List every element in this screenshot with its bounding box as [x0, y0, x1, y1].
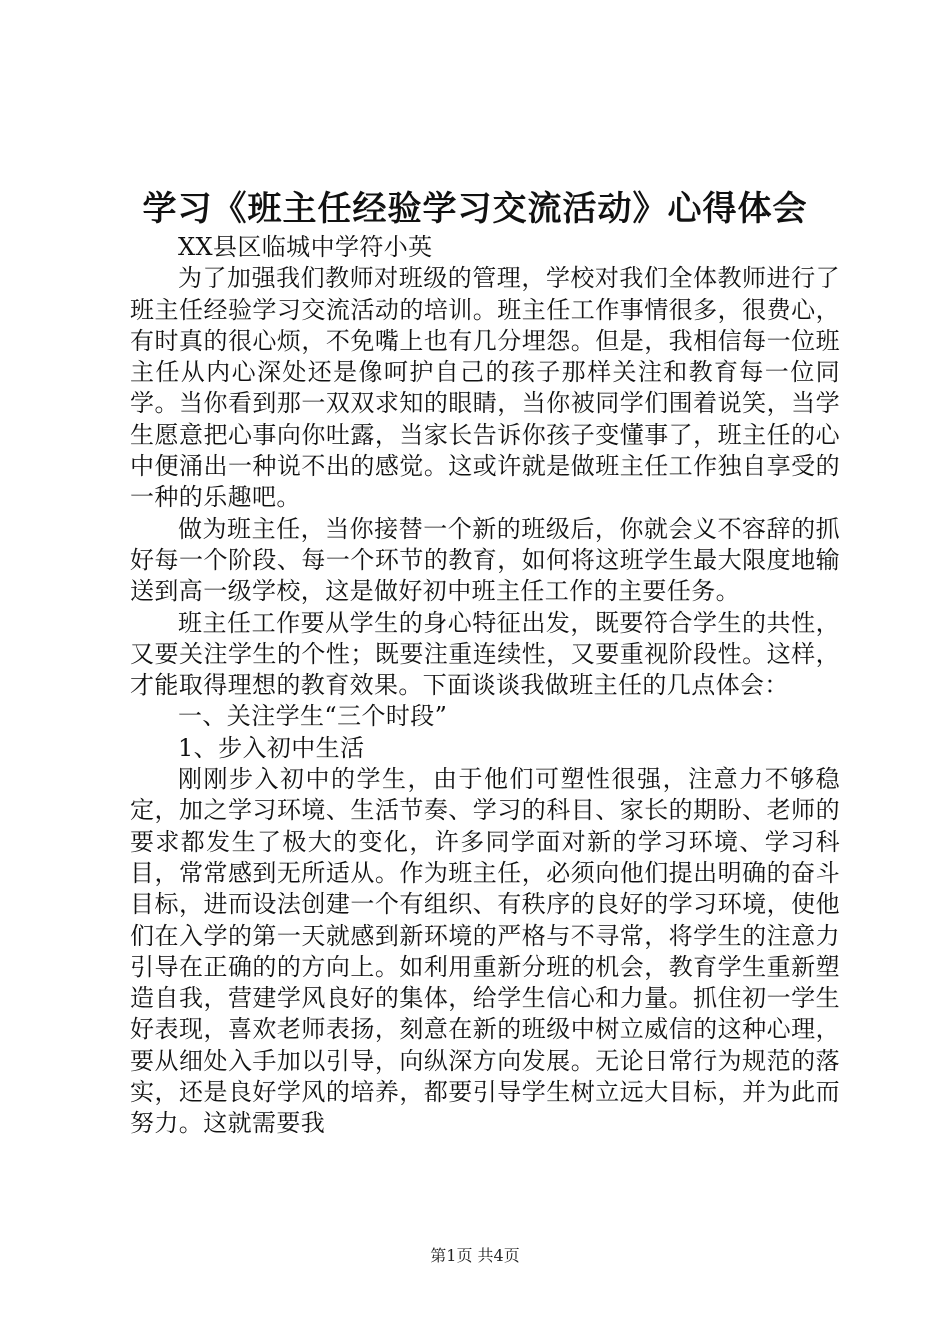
author-line: XX县区临城中学符小英 [178, 233, 433, 261]
document-title: 学习《班主任经验学习交流活动》心得体会 [142, 189, 808, 229]
paragraph: 刚刚步入初中的学生，由于他们可塑性很强，注意力不够稳定，加之学习环境、生活节奏、学习的科目、家长的期盼、老师的要求都发生了极大的变化，许多同学面对新的学习环境、学习科目，常常感到无所适从。作为班主任，必须向他们提出明确的奋斗目标，进而设法创建一个有组织、有秩序的良好的学习环境，使他们在入学的第一天就感到新环境的严格与不寻常，将学生的注意力引导在正确的的方向上。如利用重新分班的机会，教育学生重新塑造自我，营建学风良好的集体，给学生信心和力量。抓住初一学生好表现，喜欢老师表扬，刻意在新的班级中树立威信的这种心理，要从细处入手加以引导，向纵深方向发展。无论日常行为规范的落实，还是良好学风的培养，都要引导学生树立远大目标，并为此而努力。这就需要我 [130, 765, 840, 1138]
page-footer: 第1页 共4页 [430, 1246, 520, 1265]
subsection-heading: 1、步入初中生活 [178, 733, 365, 762]
paragraph: 为了加强我们教师对班级的管理，学校对我们全体教师进行了班主任经验学习交流活动的培训。班主任工作事情很多，很费心，有时真的很心烦，不免嘴上也有几分埋怨。但是，我相信每一位班主任从内心深处还是像呵护自己的孩子那样关注和教育每一位同学。当你看到那一双双求知的眼睛，当你被同学们围着说笑，当学生愿意把心事向你吐露，当家长告诉你孩子变懂事了，班主任的心中便涌出一种说不出的感觉。这或许就是做班主任工作独自享受的一种的乐趣吧。 [130, 264, 840, 512]
paragraph: 班主任工作要从学生的身心特征出发，既要符合学生的共性，又要关注学生的个性；既要注重连续性，又要重视阶段性。这样，才能取得理想的教育效果。下面谈谈我做班主任的几点体会： [130, 608, 840, 700]
paragraph: 做为班主任，当你接替一个新的班级后，你就会义不容辞的抓好每一个阶段、每一个环节的教育，如何将这班学生最大限度地输送到高一级学校，这是做好初中班主任工作的主要任务。 [130, 514, 840, 606]
section-heading: 一、关注学生“三个时段” [178, 702, 448, 731]
document-body [130, 232, 840, 1140]
